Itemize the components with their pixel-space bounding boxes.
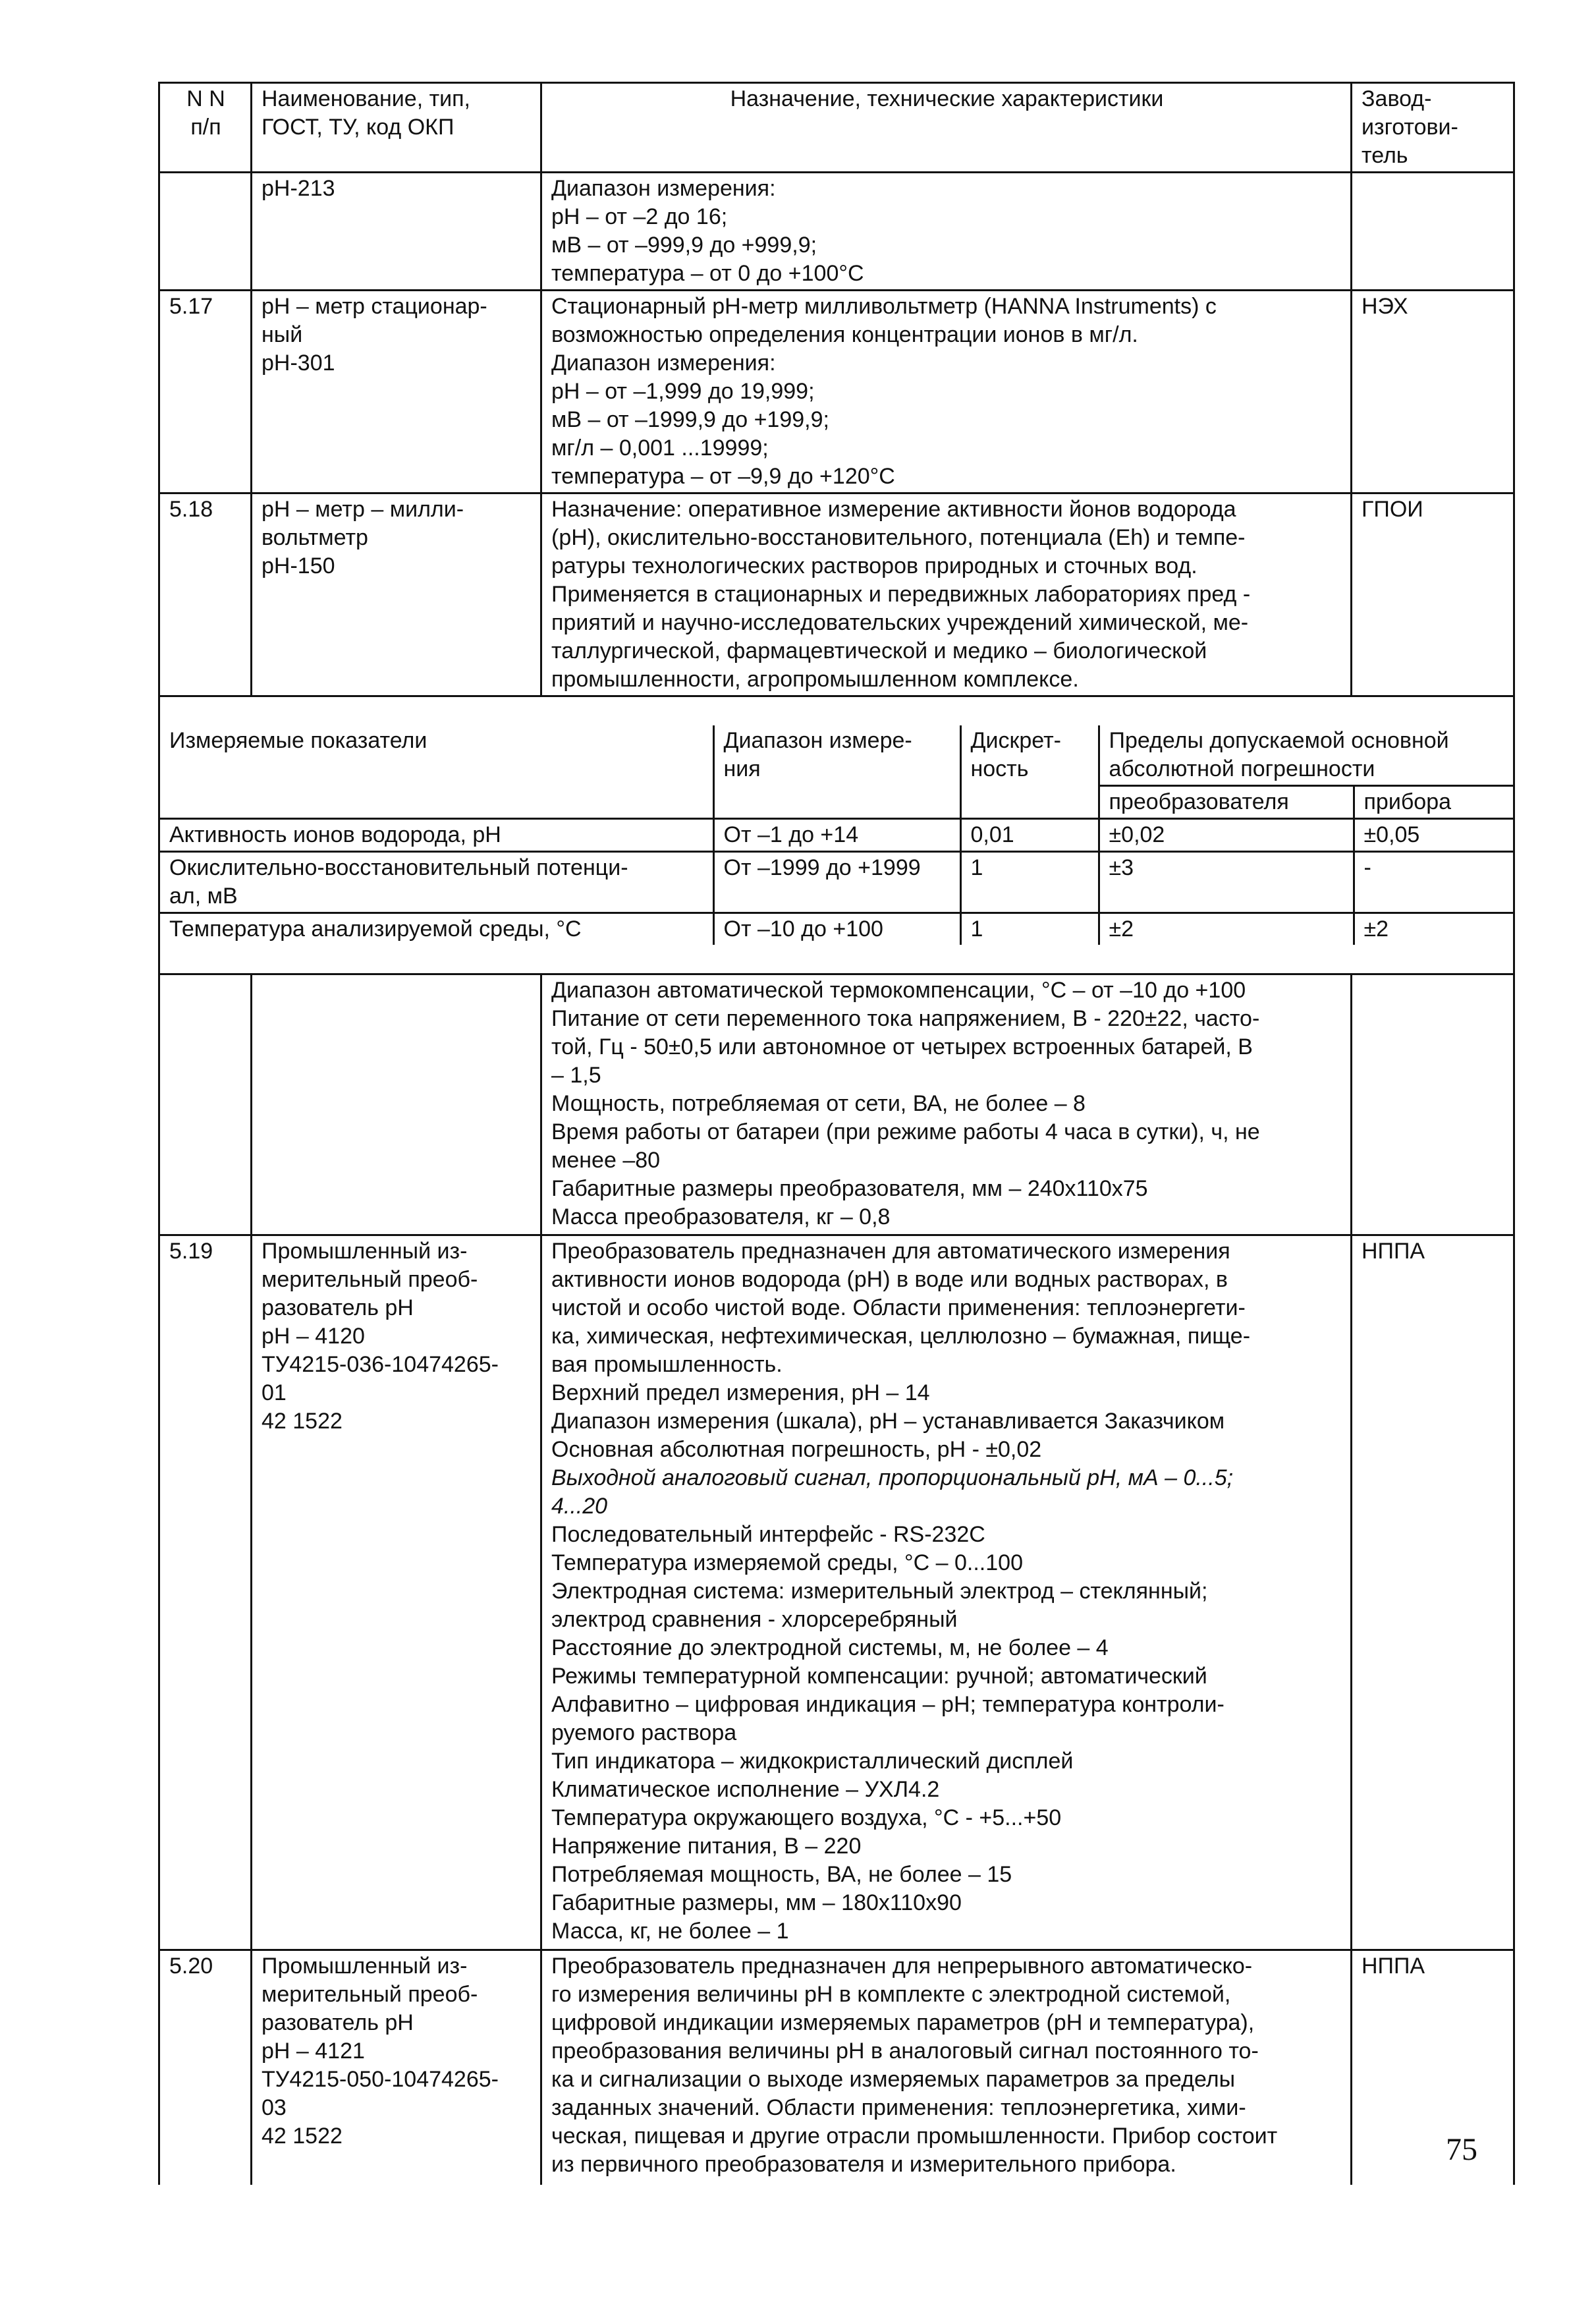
row-description-part: Последовательный интерфейс - RS-232C Температура измеряемой среды, °С – 0...100 Электродная система: измерительный электрод – стеклянный; электрод сравнения - хлорсеребряный Расстояние до электродной системы, м, не более – 4 Режимы температурной компенсации: ручной; автоматический Алфавитно – цифровая индикация – pH; температура контроли- руемого раствора Тип индикатора – жидкокристаллический дисплей Климатическое исполнение – УХЛ4.2 Температура окружающего воздуха, °С - +5...+50 Напряжение питания, В – 220 Потребляемая мощность, ВА, не более – 15 Габаритные размеры, мм – 180x110x90 Масса, кг, не более – 1 (551, 1522, 1225, 1944)
params-header-converter: преобразователя (1099, 786, 1354, 819)
row-name: pH-213 (252, 173, 541, 291)
table-row (159, 1235, 1514, 1950)
row-description (541, 1235, 1352, 1950)
table-row (159, 1950, 1514, 2185)
page-number: 75 (1446, 2132, 1477, 2167)
row-number: 5.17 (159, 291, 252, 493)
row-manufacturer: НППА (1352, 1235, 1514, 1950)
params-header-row (160, 725, 1514, 786)
row-number: 5.18 (159, 493, 252, 696)
row-description: Стационарный рН-метр милливольтметр (HANNA Instruments) с возможностью определения концентрации ионов в мг/л. Диапазон измерения: pH – от –1,999 до 19,999; мВ – от –1999,9 до +199,9; мг/л – 0,001 ...19999; температура – от –9,9 до +120°С (541, 291, 1352, 493)
params-header-indicator: Измеряемые показатели (160, 725, 713, 819)
row-name: рН – метр – милли- вольтметр pH-150 (252, 493, 541, 696)
params-discrete: 0,01 (960, 819, 1099, 852)
row-description: Назначение: оперативное измерение активности йонов водорода (рН), окислительно-восстановительного, потенциала (Eh) и темпе- ратуры технологических растворов природных и сточных вод. Применяется в стационарных и передвижных лабораториях пред - приятий и научно-исследовательских учреждений химической, ме- таллургической, фармацевтической и медико – биологической промышленности, агропромышленном комплексе. (541, 493, 1352, 696)
params-indicator: Активность ионов водорода, pH (160, 819, 713, 852)
row-manufacturer (1352, 173, 1514, 291)
row-number-empty (159, 974, 252, 1235)
row-description: Диапазон измерения: pH – от –2 до 16; мВ – от –999,9 до +999,9; температура – от 0 до +100°С (541, 173, 1352, 291)
row-description: Преобразователь предназначен для непрерывного автоматическо- го измерения величины pH в комплекте с электродной системой, цифровой индикации измеряемых параметров (pH и температура), преобразования величины pH в аналоговый сигнал постоянного то- ка и сигнализации о выходе измеряемых параметров за пределы заданных значений. Области применения: теплоэнергетика, хими- ческая, пищевая и другие отрасли промышленности. Прибор состоит из первичного преобразователя и измерительного прибора. (541, 1950, 1352, 2185)
row-number (159, 173, 252, 291)
params-data-row (160, 852, 1514, 913)
params-header-discrete: Дискрет- ность (960, 725, 1099, 819)
params-indicator: Температура анализируемой среды, °С (160, 913, 713, 945)
params-discrete: 1 (960, 913, 1099, 945)
table-row (159, 291, 1514, 493)
params-data-row (160, 819, 1514, 852)
params-device-error: ±0,05 (1354, 819, 1514, 852)
params-range: От –10 до +100 (713, 913, 960, 945)
params-device-error: ±2 (1354, 913, 1514, 945)
row-name-empty (252, 974, 541, 1235)
params-row (159, 696, 1514, 974)
table-row (159, 974, 1514, 1235)
params-range: От –1 до +14 (713, 819, 960, 852)
params-converter-error: ±0,02 (1099, 819, 1354, 852)
row-name: Промышленный из- мерительный преоб- разователь pH pH – 4121 ТУ4215-050-10474265- 03 42 1522 (252, 1950, 541, 2185)
row-name: Промышленный из- мерительный преоб- разователь pH pH – 4120 ТУ4215-036-10474265- 01 42 1522 (252, 1235, 541, 1950)
row-description: Диапазон автоматической термокомпенсации, °С – от –10 до +100 Питание от сети переменного тока напряжением, В - 220±22, часто- той, Гц - 50±0,5 или автономное от четырех встроенных батарей, В – 1,5 Мощность, потребляемая от сети, ВА, не более – 8 Время работы от батареи (при режиме работы 4 часа в сутки), ч, не менее –80 Габаритные размеры преобразователя, мм – 240x110x75 Масса преобразователя, кг – 0,8 (541, 974, 1352, 1235)
params-header-limits: Пределы допускаемой основной абсолютной погрешности (1099, 725, 1514, 786)
table-row (159, 493, 1514, 696)
equipment-table (158, 82, 1515, 2185)
header-manufacturer: Завод- изготови- тель (1352, 83, 1514, 173)
row-description-part: Преобразователь предназначен для автоматического измерения активности ионов водорода (рН) в воде или водных растворах, в чистой и особо чистой воде. Области применения: теплоэнергети- ка, химическая, нефтехимическая, целлюлозно – бумажная, пище- вая промышленность. Верхний предел измерения, pH – 14 Диапазон измерения (шкала), pH – устанавливается Заказчиком Основная абсолютная погрешность, pH - ±0,02 (551, 1239, 1251, 1462)
row-manufacturer: НЭХ (1352, 291, 1514, 493)
row-name: рН – метр стационар- ный pH-301 (252, 291, 541, 493)
params-header-range: Диапазон измере- ния (713, 725, 960, 819)
header-name: Наименование, тип, ГОСТ, ТУ, код ОКП (252, 83, 541, 173)
params-data-row (160, 913, 1514, 945)
header-number: N N п/п (159, 83, 252, 173)
params-range: От –1999 до +1999 (713, 852, 960, 913)
params-header-device: прибора (1354, 786, 1514, 819)
row-number: 5.20 (159, 1950, 252, 2185)
params-discrete: 1 (960, 852, 1099, 913)
row-manufacturer: НППА (1352, 1950, 1514, 2185)
table-header-row (159, 83, 1514, 173)
params-table (160, 725, 1514, 945)
row-manufacturer: ГПОИ (1352, 493, 1514, 696)
params-device-error: - (1354, 852, 1514, 913)
row-description-italic: Выходной аналоговый сигнал, пропорциональный pH, мА – 0...5; 4...20 (551, 1465, 1234, 1519)
params-converter-error: ±2 (1099, 913, 1354, 945)
row-number: 5.19 (159, 1235, 252, 1950)
params-container (159, 696, 1514, 974)
header-description: Назначение, технические характеристики (541, 83, 1352, 173)
params-converter-error: ±3 (1099, 852, 1354, 913)
row-manufacturer-empty (1352, 974, 1514, 1235)
table-row (159, 173, 1514, 291)
params-indicator: Окислительно-восстановительный потенци- ал, мВ (160, 852, 713, 913)
